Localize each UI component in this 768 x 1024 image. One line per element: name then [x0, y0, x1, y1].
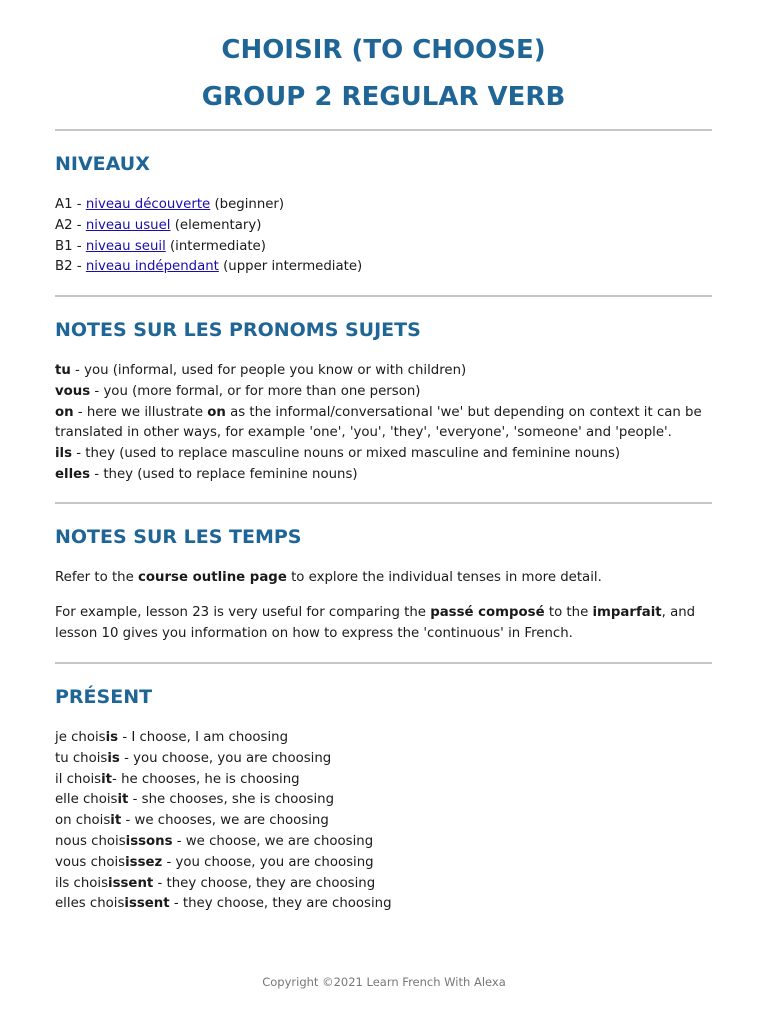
conjugation-row	[55, 749, 712, 770]
conjugation-row	[55, 853, 712, 874]
text: For example, lesson 23 is very useful for comparing the	[55, 604, 431, 620]
niveau-link-usuel[interactable]: niveau usuel	[85, 217, 171, 233]
niveau-desc: (beginner)	[210, 197, 285, 212]
niveau-desc: (upper intermediate)	[218, 259, 363, 275]
niveau-link-independant[interactable]: niveau indépendant	[85, 259, 219, 275]
text: to explore the individual tenses in more detail.	[286, 570, 602, 585]
pronoms-notes	[55, 361, 712, 486]
verb-stem: elles chois	[55, 896, 125, 912]
pronoun-note-elles	[55, 465, 712, 486]
divider	[55, 662, 712, 664]
niveau-code: B1	[55, 238, 73, 254]
separator: -	[72, 259, 86, 275]
section-heading-present: PRÉSENT	[55, 686, 153, 708]
translation: - you choose, you are choosing	[162, 854, 374, 870]
translation: - I choose, I am choosing	[118, 730, 289, 745]
temps-paragraph-2	[55, 603, 712, 645]
pronoun-desc: - you (more formal, or for more than one person)	[90, 383, 421, 399]
conjugation-row	[55, 811, 712, 832]
page-title: CHOISIR (TO CHOOSE)	[221, 35, 546, 65]
verb-stem: nous chois	[55, 833, 126, 849]
verb-ending: it	[101, 771, 113, 787]
pronoun-desc: as the informal/conversational 'we' but depending on context it can be translated in other ways, for example 'one', 'you', 'they', 'everyone', 'someone' and 'people'.	[55, 404, 702, 441]
niveau-code: A1	[55, 197, 73, 212]
separator: -	[72, 217, 86, 233]
tense-name: passé composé	[430, 604, 545, 620]
niveau-link-decouverte[interactable]: niveau découverte	[85, 197, 211, 212]
verb-ending: issons	[125, 833, 173, 849]
conjugation-row	[55, 874, 712, 895]
verb-ending: issez	[125, 854, 163, 870]
pronoun-note-vous	[55, 382, 712, 403]
verb-ending: it	[110, 813, 122, 829]
temps-notes	[55, 568, 712, 644]
separator: -	[72, 197, 86, 212]
conjugation-row	[55, 728, 712, 749]
niveau-item	[55, 257, 712, 278]
verb-ending: is	[107, 750, 120, 766]
course-outline-ref: course outline page	[138, 570, 287, 585]
conjugation-row	[55, 832, 712, 853]
pronoun-note-on	[55, 403, 712, 445]
text: Refer to the	[55, 570, 139, 585]
verb-stem: vous chois	[55, 854, 126, 870]
temps-paragraph-1	[55, 568, 712, 589]
text: to the	[544, 604, 593, 620]
niveau-code: B2	[55, 259, 73, 275]
section-heading-pronoms: NOTES SUR LES PRONOMS SUJETS	[55, 319, 421, 341]
tense-name: imparfait	[592, 604, 662, 620]
pronoun-desc: - they (used to replace feminine nouns)	[90, 466, 358, 482]
pronoun-desc: - they (used to replace masculine nouns or mixed masculine and feminine nouns)	[72, 446, 621, 462]
divider	[55, 502, 712, 504]
pronoun: vous	[55, 383, 91, 399]
verb-stem: on chois	[55, 813, 111, 829]
verb-stem: il chois	[55, 771, 102, 787]
pronoun: tu	[55, 363, 71, 378]
translation: - she chooses, she is choosing	[128, 792, 335, 808]
verb-stem: elle chois	[55, 792, 118, 808]
pronoun-note-tu	[55, 361, 712, 382]
niveau-code: A2	[55, 217, 73, 233]
conjugation-row	[55, 790, 712, 811]
conjugation-list	[55, 728, 712, 915]
section-heading-temps: NOTES SUR LES TEMPS	[55, 526, 302, 548]
verb-stem: tu chois	[55, 750, 108, 766]
niveau-item	[55, 195, 712, 216]
verb-stem: je chois	[55, 730, 106, 745]
pronoun: on	[207, 404, 226, 420]
niveau-desc: (intermediate)	[165, 238, 266, 254]
separator: -	[72, 238, 86, 254]
niveau-item	[55, 216, 712, 237]
pronoun-desc: - you (informal, used for people you know or with children)	[70, 363, 467, 378]
pronoun-desc: - here we illustrate	[73, 404, 208, 420]
translation: - we choose, we are choosing	[172, 833, 374, 849]
niveau-desc: (elementary)	[170, 217, 262, 233]
translation: - you choose, you are choosing	[119, 750, 332, 766]
conjugation-row	[55, 894, 712, 915]
niveau-item	[55, 237, 712, 258]
verb-ending: it	[117, 792, 129, 808]
translation: - they choose, they are choosing	[169, 896, 392, 912]
niveaux-list	[55, 195, 712, 278]
translation: - he chooses, he is choosing	[112, 771, 300, 787]
verb-ending: issent	[108, 875, 154, 891]
page-subtitle: GROUP 2 REGULAR VERB	[201, 82, 566, 112]
pronoun: elles	[55, 466, 91, 482]
translation: - they choose, they are choosing	[153, 875, 376, 891]
pronoun-note-ils	[55, 444, 712, 465]
translation: - we chooses, we are choosing	[121, 813, 329, 829]
footer-copyright: Copyright ©2021 Learn French With Alexa	[262, 975, 506, 989]
verb-ending: issent	[124, 896, 170, 912]
text: , and lesson 10 gives you information on how to express the 'continuous' in French.	[55, 604, 696, 641]
pronoun: ils	[55, 446, 73, 462]
pronoun: on	[55, 404, 74, 420]
niveau-link-seuil[interactable]: niveau seuil	[85, 238, 166, 254]
verb-stem: ils chois	[55, 875, 109, 891]
divider	[55, 295, 712, 297]
conjugation-row	[55, 770, 712, 791]
section-heading-niveaux: NIVEAUX	[55, 153, 150, 175]
divider	[55, 129, 712, 131]
verb-ending: is	[105, 730, 119, 745]
